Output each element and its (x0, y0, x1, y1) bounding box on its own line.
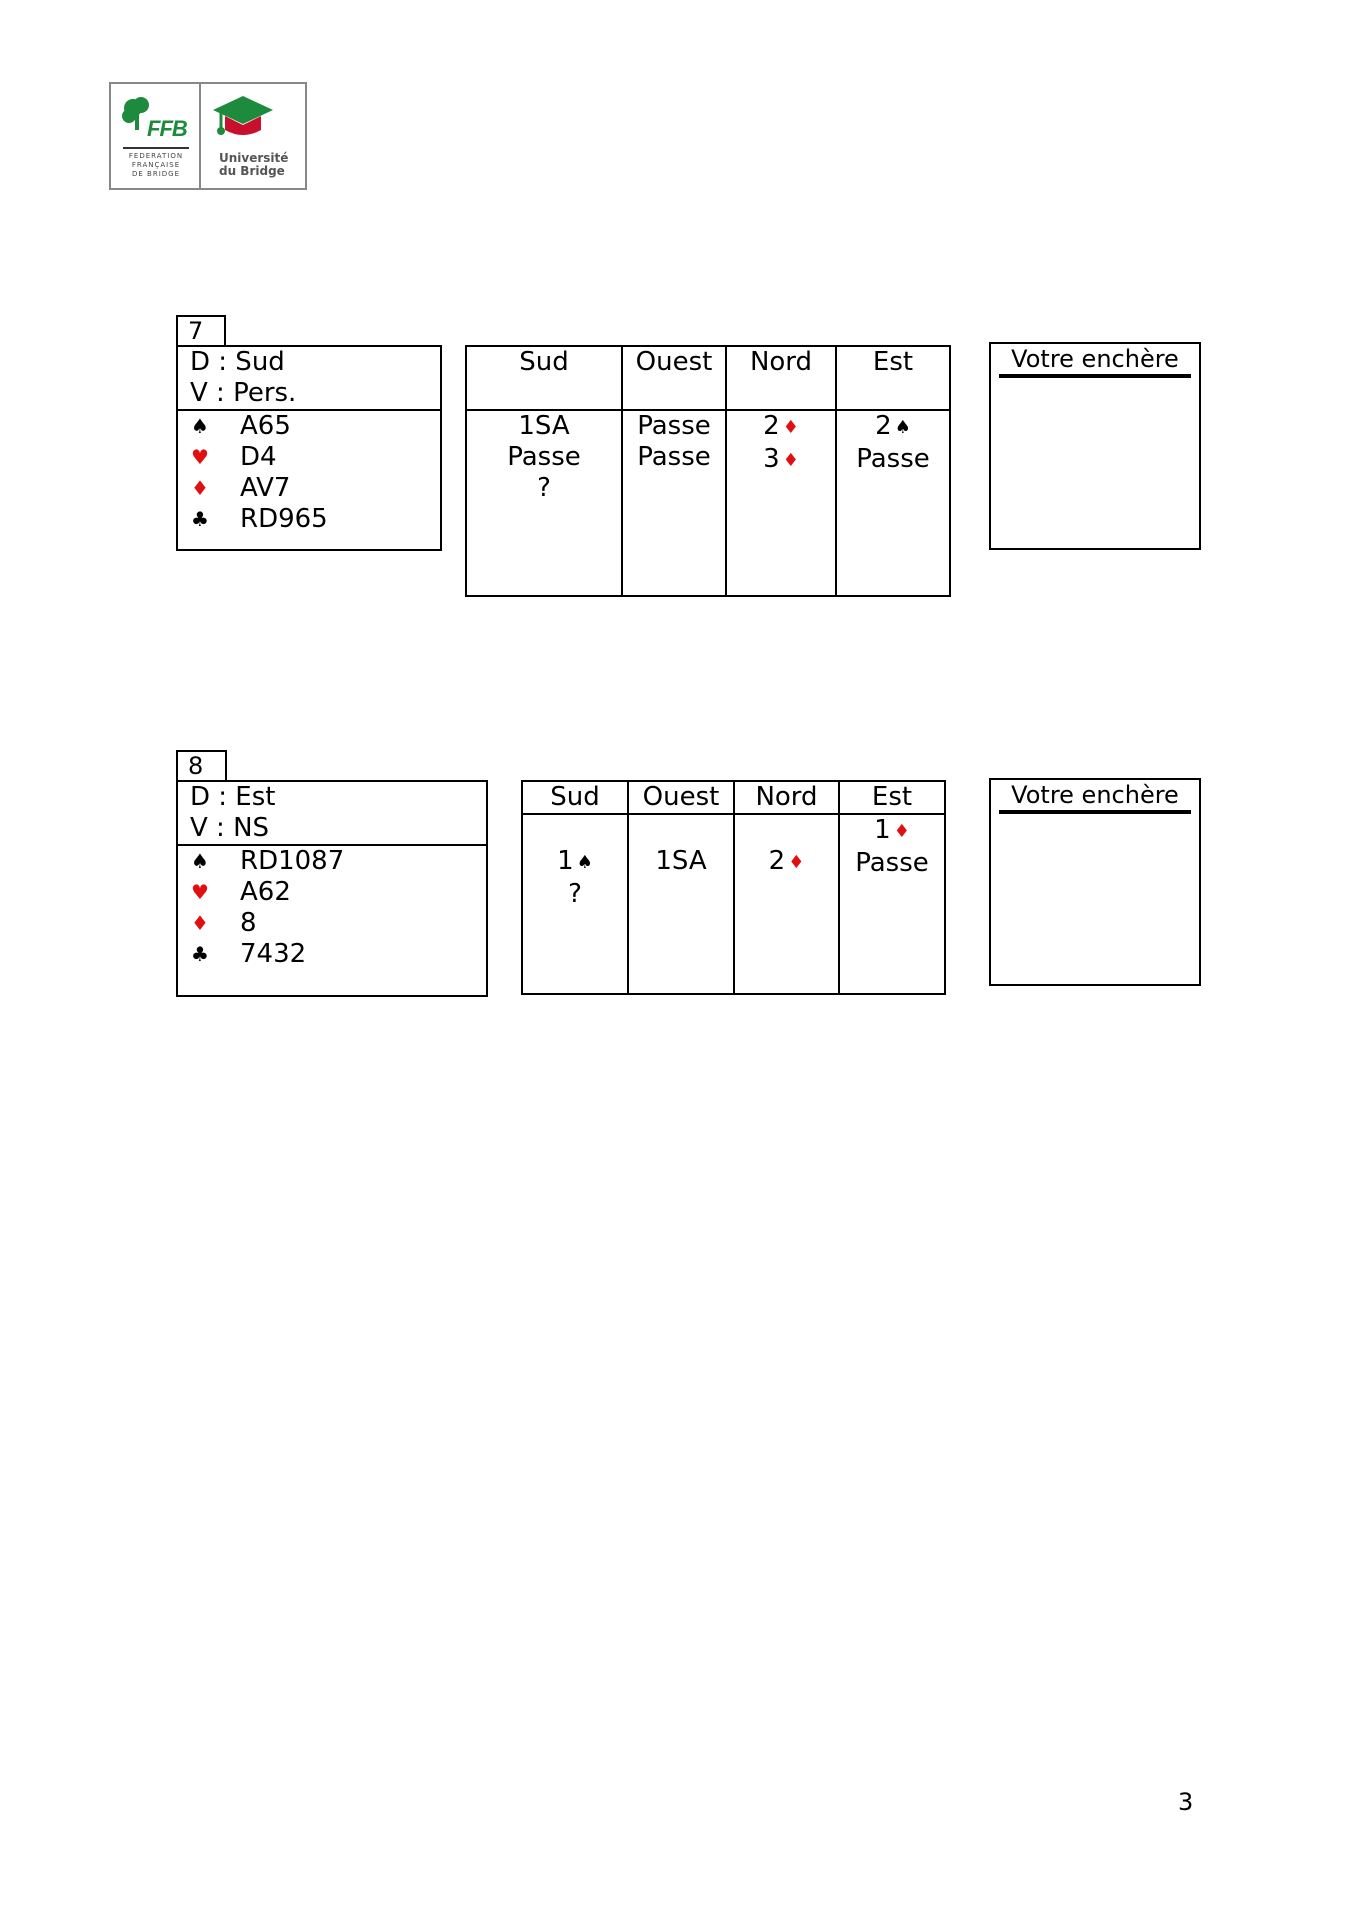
bid (735, 815, 838, 846)
header-ouest: Ouest (628, 781, 734, 814)
hand-hearts (178, 877, 486, 908)
bids-sud (522, 814, 628, 994)
page-number: 3 (1178, 1788, 1194, 1816)
header-nord: Nord (726, 346, 836, 410)
header-sud: Sud (466, 346, 622, 410)
bid-text: 1SA (518, 411, 570, 441)
answer-rule (999, 810, 1191, 814)
deal-number: 7 (176, 315, 226, 347)
bids-est (836, 410, 950, 596)
deal-number: 8 (176, 750, 227, 782)
bid (467, 411, 621, 442)
bid (629, 815, 733, 846)
dealer-label: D : Est (190, 782, 276, 812)
bid-text: 1 (557, 846, 574, 876)
bid (727, 444, 835, 477)
hand-clubs (178, 939, 486, 970)
bid (467, 442, 621, 473)
bids-sud (466, 410, 622, 596)
diamond-icon: ♦ (191, 476, 209, 500)
diamond-icon: ♦ (782, 417, 799, 438)
hand (178, 844, 486, 970)
clubs-cards: 7432 (240, 939, 307, 969)
ffb-logo-text: FFB (147, 116, 187, 141)
answer-box (989, 778, 1201, 986)
hand-spades (178, 411, 440, 442)
header-est: Est (839, 781, 945, 814)
bid-text: 2 (763, 411, 780, 441)
bids-nord (734, 814, 839, 994)
hand-clubs (178, 504, 440, 535)
hearts-cards: D4 (240, 442, 277, 472)
spade-icon: ♠ (894, 417, 911, 438)
auction-table (521, 780, 946, 995)
bids-nord (726, 410, 836, 596)
bid (629, 846, 733, 877)
answer-rule (999, 374, 1191, 378)
diamond-icon: ♦ (782, 450, 799, 471)
vulnerability-label: V : NS (190, 813, 270, 843)
bid-text: ? (568, 879, 582, 909)
answer-box (989, 342, 1201, 550)
bid (837, 444, 949, 475)
bid (840, 848, 944, 879)
bid (523, 846, 627, 879)
header-sud: Sud (522, 781, 628, 814)
deal-info-box (176, 345, 442, 551)
diamond-icon: ♦ (191, 911, 209, 935)
bid-text: 2 (875, 411, 892, 441)
ffb-universite-logo (109, 82, 307, 190)
hand-spades (178, 846, 486, 877)
bids-ouest (628, 814, 734, 994)
bid (735, 846, 838, 879)
bid (727, 411, 835, 444)
bid (523, 879, 627, 910)
header-est: Est (836, 346, 950, 410)
diamond-icon: ♦ (788, 852, 805, 873)
bid-text: Passe (507, 442, 581, 472)
bid-text: ? (537, 473, 551, 503)
bid-text: Passe (856, 444, 930, 474)
diamonds-cards: AV7 (240, 473, 291, 503)
graduation-cap-icon (211, 94, 275, 144)
spade-icon: ♠ (191, 414, 209, 438)
spades-cards: RD1087 (240, 846, 345, 876)
heart-icon: ♥ (191, 880, 209, 904)
diamonds-cards: 8 (240, 908, 257, 938)
universite-text: Université du Bridge (219, 151, 289, 178)
bid (837, 411, 949, 444)
bid (623, 411, 725, 442)
spade-icon: ♠ (576, 852, 593, 873)
federation-text: FEDERATION FRANÇAISE DE BRIDGE (128, 152, 184, 178)
spade-icon: ♠ (191, 849, 209, 873)
bid-text: Passe (637, 442, 711, 472)
hand-diamonds (178, 908, 486, 939)
hearts-cards: A62 (240, 877, 291, 907)
bid (623, 442, 725, 473)
dealer-label: D : Sud (190, 347, 285, 377)
answer-title: Votre enchère (1011, 781, 1179, 809)
bid-text: 3 (763, 444, 780, 474)
bid-text: 1 (874, 815, 891, 845)
bid-text: 2 (768, 846, 786, 876)
hand (178, 409, 440, 535)
logo-divider (199, 84, 201, 188)
bid-text: 1SA (655, 846, 707, 876)
hand-hearts (178, 442, 440, 473)
vulnerability-label: V : Pers. (190, 378, 297, 408)
bid-text: Passe (855, 848, 929, 878)
heart-icon: ♥ (191, 445, 209, 469)
bid-text: Passe (637, 411, 711, 441)
bid (467, 473, 621, 504)
club-icon: ♣ (191, 507, 209, 531)
header-nord: Nord (734, 781, 839, 814)
hand-diamonds (178, 473, 440, 504)
diamond-icon: ♦ (893, 821, 910, 842)
spades-cards: A65 (240, 411, 291, 441)
bid (523, 815, 627, 846)
bids-ouest (622, 410, 726, 596)
deal-info-box (176, 780, 488, 997)
answer-title: Votre enchère (1011, 345, 1179, 373)
bids-est (839, 814, 945, 994)
logo-underline (123, 147, 189, 149)
club-icon: ♣ (191, 942, 209, 966)
auction-table (465, 345, 951, 597)
header-ouest: Ouest (622, 346, 726, 410)
clubs-cards: RD965 (240, 504, 328, 534)
bid (840, 815, 944, 848)
